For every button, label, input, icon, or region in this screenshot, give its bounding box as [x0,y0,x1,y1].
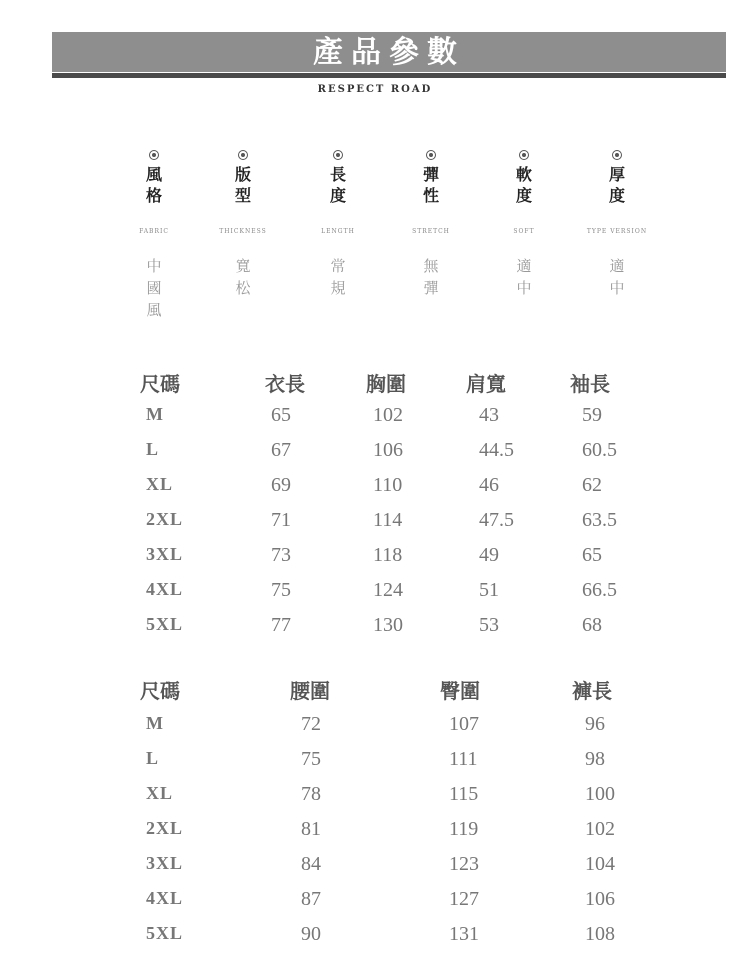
table-cell: 72 [301,713,321,735]
table-cell: 49 [479,544,499,566]
table-cell: 100 [585,783,615,805]
page-title: 產品參數 [313,35,465,70]
table-cell: 111 [449,748,478,770]
table-cell: 62 [582,474,602,496]
table-cell: 87 [301,888,321,910]
table-cell: 65 [582,544,602,566]
table-cell: 81 [301,818,321,840]
table-cell: 102 [585,818,615,840]
attribute-length [288,150,388,299]
table-cell: 51 [479,579,499,601]
table-cell: 106 [373,439,403,461]
size-label: 5XL [146,923,184,943]
table-cell: 73 [271,544,291,566]
attribute-title: 厚度 [608,165,625,205]
table-cell: 106 [585,888,615,910]
table-cell: 59 [582,404,602,426]
bullet-icon [426,150,436,160]
bullet-icon [238,150,248,160]
table-cell: 53 [479,614,499,636]
attribute-title: 風格 [145,165,162,205]
size-label: XL [146,783,174,803]
size-label: M [146,713,164,733]
attribute-style [104,150,204,321]
table-cell: 65 [271,404,291,426]
table-cell: 130 [373,614,403,636]
table-cell: 115 [449,783,479,805]
table-cell: 104 [585,853,615,875]
table-cell: 114 [373,509,403,531]
table-cell: 68 [582,614,602,636]
table-cell: 77 [271,614,291,636]
table-cell: 43 [479,404,499,426]
table-cell: 78 [301,783,321,805]
table-header: 腰圍 [290,679,330,703]
table-cell: 110 [373,474,403,496]
size-label: 2XL [146,818,184,838]
table-cell: 124 [373,579,403,601]
table-header: 袖長 [570,372,610,396]
attribute-value: 中國風 [146,257,162,319]
table-cell: 60.5 [582,439,617,461]
attribute-en-label: TYPE VERSION [586,228,648,235]
table-cell: 119 [449,818,479,840]
table-cell: 127 [449,888,479,910]
table-cell: 71 [271,509,291,531]
table-cell: 47.5 [479,509,514,531]
table-header: 尺碼 [140,679,180,703]
table-cell: 108 [585,923,615,945]
table-cell: 131 [449,923,479,945]
table-cell: 63.5 [582,509,617,531]
table-cell: 90 [301,923,321,945]
table-cell: 75 [271,579,291,601]
bullet-icon [519,150,529,160]
table-cell: 96 [585,713,605,735]
page-subtitle: RESPECT ROAD [317,84,433,95]
table-cell: 66.5 [582,579,617,601]
table-header: 胸圍 [366,372,406,396]
table-cell: 118 [373,544,403,566]
table-cell: 107 [449,713,479,735]
table-cell: 102 [373,404,403,426]
size-label: M [146,404,164,424]
table-cell: 84 [301,853,321,875]
attribute-title: 軟度 [515,165,532,205]
table-header: 臀圍 [440,679,480,703]
bottom-size-table [0,675,750,955]
table-cell: 67 [271,439,291,461]
table-cell: 44.5 [479,439,514,461]
attribute-softness [474,150,574,299]
top-size-table [0,368,750,648]
attribute-title: 長度 [329,165,346,205]
size-label: 3XL [146,853,184,873]
bullet-icon [333,150,343,160]
attribute-value: 常規 [330,257,346,297]
attribute-value: 適中 [516,257,532,297]
table-header: 尺碼 [140,372,180,396]
attribute-en-label: THICKNESS [219,228,267,235]
bullet-icon [612,150,622,160]
header-underline [52,73,726,78]
attribute-en-label: SOFT [513,228,535,235]
attribute-value: 寬松 [235,257,251,297]
size-label: L [146,439,160,459]
size-label: L [146,748,160,768]
table-cell: 75 [301,748,321,770]
attribute-thickness [567,150,667,299]
size-label: 4XL [146,579,184,599]
table-cell: 69 [271,474,291,496]
table-cell: 46 [479,474,499,496]
attribute-title: 彈性 [422,165,439,205]
attribute-value: 無彈 [423,257,439,297]
attribute-value: 適中 [609,257,625,297]
size-label: 4XL [146,888,184,908]
bullet-icon [149,150,159,160]
size-label: 5XL [146,614,184,634]
size-label: 3XL [146,544,184,564]
attribute-stretch [381,150,481,299]
table-header: 肩寬 [466,372,506,396]
attribute-en-label: STRETCH [412,228,450,235]
table-header: 褲長 [572,679,612,703]
attribute-title: 版型 [234,165,251,205]
attribute-en-label: FABRIC [139,228,169,235]
table-cell: 98 [585,748,605,770]
attribute-en-label: LENGTH [321,228,355,235]
attribute-grid [0,150,750,340]
table-cell: 123 [449,853,479,875]
attribute-fit [193,150,293,299]
size-label: XL [146,474,174,494]
table-header: 衣長 [265,372,305,396]
size-label: 2XL [146,509,184,529]
